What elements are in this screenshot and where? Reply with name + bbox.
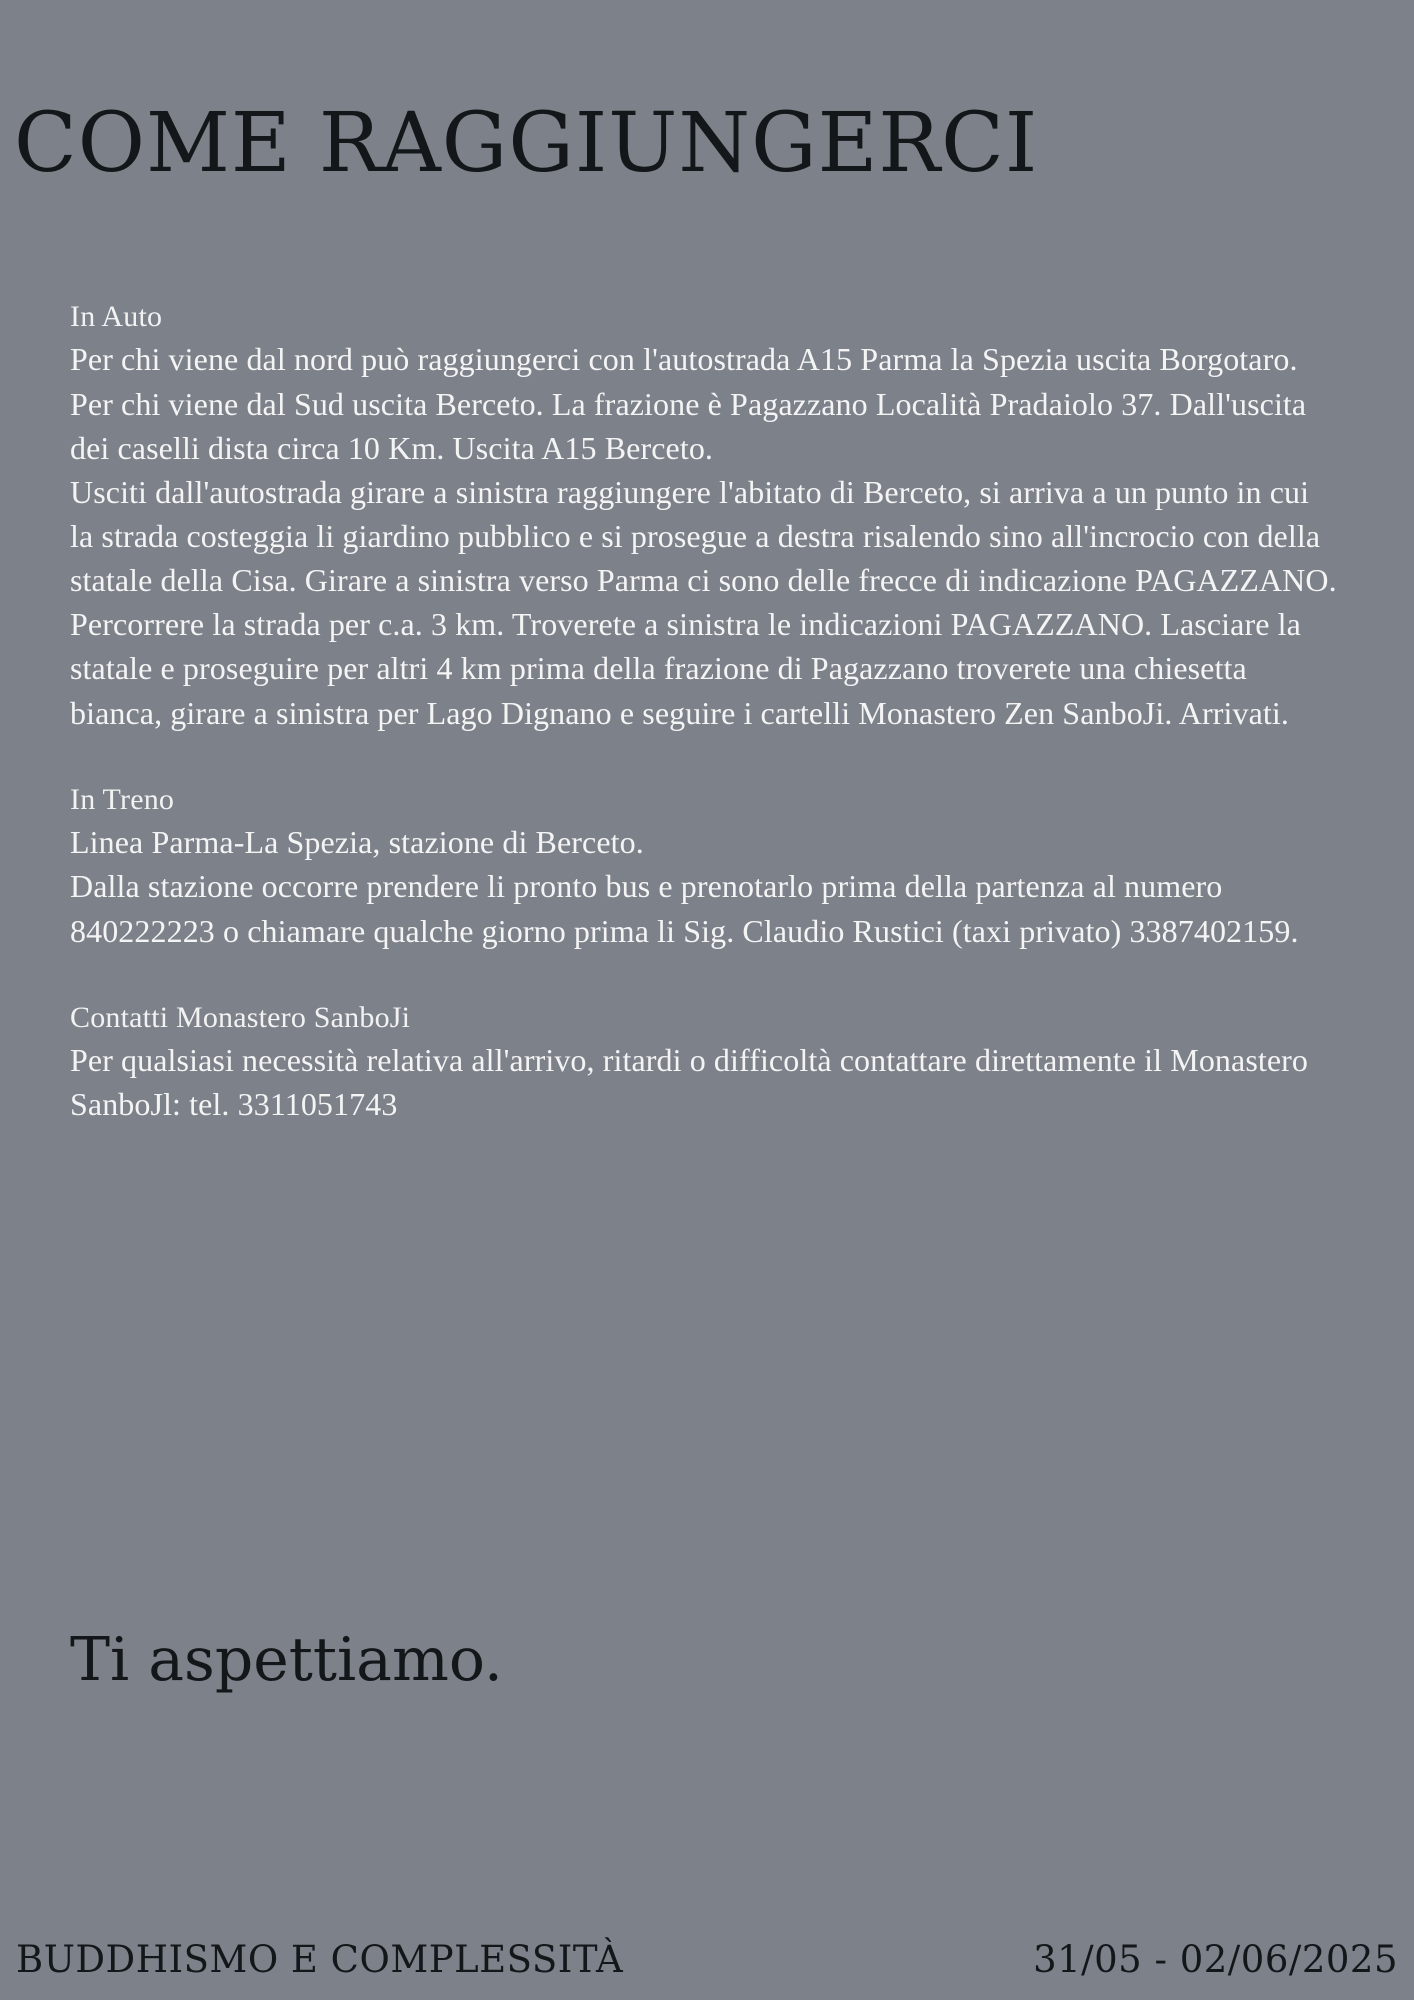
section-heading: In Auto bbox=[70, 300, 163, 333]
footer-event-name: BUDDHISMO E COMPLESSITÀ bbox=[16, 1938, 624, 1981]
section-in-auto bbox=[70, 296, 1340, 735]
section-heading: Contatti Monastero SanboJi bbox=[70, 1000, 411, 1034]
section-body: Per qualsiasi necessità relativa all'arrivo, ritardi o difficoltà contattare direttamente il Monastero SanboJl: tel. 3311051743 bbox=[70, 1042, 1309, 1123]
section-heading: In Treno bbox=[70, 782, 175, 816]
footer-dates: 31/05 - 02/06/2025 bbox=[1033, 1938, 1398, 1981]
section-contatti bbox=[70, 997, 1340, 1127]
content-sections bbox=[70, 296, 1340, 1126]
section-body: Linea Parma-La Spezia, stazione di Berceto. Dalla stazione occorre prendere li pronto bus e prenotarlo prima della partenza al numero 840222223 o chiamare qualche giorno prima li Sig. Claudio Rustici (taxi privato) 3387402159. bbox=[70, 824, 1299, 949]
page-title: COME RAGGIUNGERCI bbox=[14, 95, 1039, 191]
section-in-treno bbox=[70, 779, 1340, 953]
closing-line: Ti aspettiamo. bbox=[70, 1625, 503, 1695]
section-body: Per chi viene dal nord può raggiungerci con l'autostrada A15 Parma la Spezia uscita Borgotaro. Per chi viene dal Sud uscita Berceto. La frazione è Pagazzano Località Pradaiolo 37. Dall'uscita dei caselli dista circa 10 Km. Uscita A15 Berceto. Usciti dall'autostrada girare a sinistra raggiungere l'abitato di Berceto, si arriva a un punto in cui la strada costeggia li giardino pubblico e si prosegue a destra risalendo sino all'incrocio con della statale della Cisa. Girare a sinistra verso Parma ci sono delle frecce di indicazione PAGAZZANO. Percorrere la strada per c.a. 3 km. Troverete a sinistra le indicazioni PAGAZZANO. Lasciare la statale e proseguire per altri 4 km prima della frazione di Pagazzano troverete una chiesetta bianca, girare a sinistra per Lago Dignano e seguire i cartelli Monastero Zen SanboJi. Arrivati. bbox=[70, 341, 1337, 731]
footer bbox=[0, 1924, 1414, 1981]
